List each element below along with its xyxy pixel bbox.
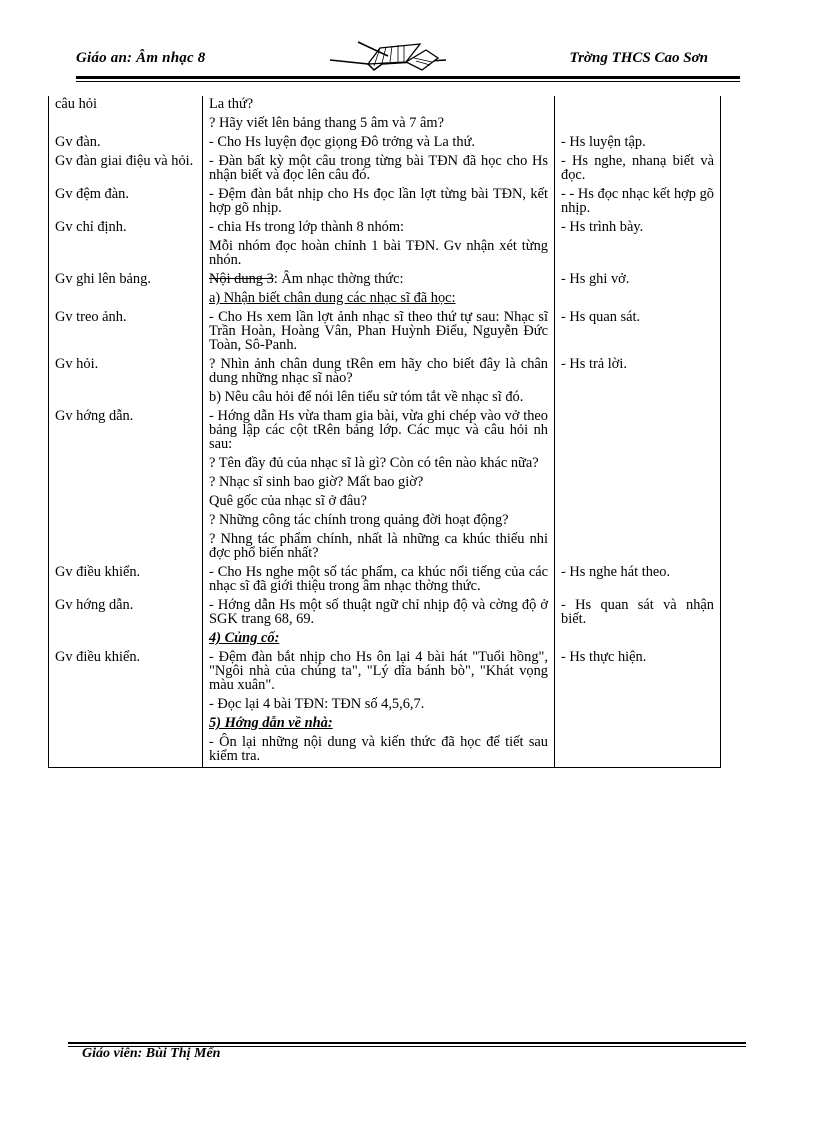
content-cell: - Cho Hs luyện đọc giọng Đô trởng và La thứ. <box>203 134 555 153</box>
student-cell <box>555 512 721 531</box>
table-row <box>49 474 721 493</box>
header-school: Trờng THCS Cao Sơn <box>569 50 708 66</box>
student-cell <box>555 408 721 455</box>
table-row <box>49 715 721 734</box>
teacher-cell <box>49 715 203 734</box>
teacher-cell: Gv điều khiển. <box>49 564 203 597</box>
header-rule <box>76 76 740 79</box>
table-row <box>49 115 721 134</box>
content-cell: - Đọc lại 4 bài TĐN: TĐN số 4,5,6,7. <box>203 696 555 715</box>
content-cell: Mỗi nhóm đọc hoàn chỉnh 1 bài TĐN. Gv nhận xét từng nhón. <box>203 238 555 271</box>
content-cell <box>203 271 555 290</box>
lesson-table-wrap <box>48 96 720 768</box>
table-row <box>49 649 721 696</box>
teacher-cell: Gv chỉ định. <box>49 219 203 238</box>
content-cell <box>203 630 555 649</box>
content-cell: - Hớng dẫn Hs một số thuật ngữ chỉ nhịp độ và cờng độ ở SGK trang 68, 69. <box>203 597 555 630</box>
table-row <box>49 219 721 238</box>
content-cell: ? Nhìn ảnh chân dung tRên em hãy cho biết đây là chân dung những nhạc sĩ nào? <box>203 356 555 389</box>
student-cell <box>555 96 721 115</box>
table-row <box>49 696 721 715</box>
table-row <box>49 389 721 408</box>
table-row <box>49 455 721 474</box>
table-row <box>49 630 721 649</box>
content-cell: - Ôn lại những nội dung và kiến thức đã học để tiết sau kiểm tra. <box>203 734 555 768</box>
content-cell: ? Tên đầy đủ của nhạc sĩ là gì? Còn có tên nào khác nữa? <box>203 455 555 474</box>
student-cell: - - Hs đọc nhạc kết hợp gõ nhịp. <box>555 186 721 219</box>
teacher-cell: Gv treo ảnh. <box>49 309 203 356</box>
student-cell: - Hs quan sát. <box>555 309 721 356</box>
content-cell: - chia Hs trong lớp thành 8 nhóm: <box>203 219 555 238</box>
table-row <box>49 271 721 290</box>
table-row <box>49 597 721 630</box>
content-cell: - Hớng dẫn Hs vừa tham gia bài, vừa ghi chép vào vở theo bảng lập các cột tRên bảng lớp. Các mục và câu hỏi nh sau: <box>203 408 555 455</box>
student-cell <box>555 696 721 715</box>
content-cell: ? Những công tác chính trong quảng đời hoạt động? <box>203 512 555 531</box>
table-row <box>49 96 721 115</box>
table-row <box>49 408 721 455</box>
content-cell: - Cho Hs xem lần lợt ảnh nhạc sĩ theo thứ tự sau: Nhạc sĩ Trần Hoàn, Hoàng Vân, Phan Huỳnh Điểu, Nguyễn Đức Toàn, Sô-Panh. <box>203 309 555 356</box>
content-cell: ? Nhạc sĩ sinh bao giờ? Mất bao giờ? <box>203 474 555 493</box>
student-cell <box>555 389 721 408</box>
student-cell: - Hs thực hiện. <box>555 649 721 696</box>
student-cell: - Hs trả lời. <box>555 356 721 389</box>
table-row <box>49 153 721 186</box>
table-row <box>49 356 721 389</box>
teacher-cell <box>49 630 203 649</box>
teacher-cell: câu hỏi <box>49 96 203 115</box>
header-subject: Giáo an: Âm nhạc 8 <box>76 50 206 66</box>
student-cell <box>555 531 721 564</box>
table-row <box>49 134 721 153</box>
table-row <box>49 186 721 219</box>
teacher-cell: Gv ghi lên bảng. <box>49 271 203 290</box>
teacher-cell <box>49 696 203 715</box>
teacher-cell <box>49 734 203 768</box>
student-cell <box>555 630 721 649</box>
content-cell: ? Hãy viết lên bảng thang 5 âm và 7 âm? <box>203 115 555 134</box>
content-cell <box>203 290 555 309</box>
content-cell: Quê gốc của nhạc sĩ ở đâu? <box>203 493 555 512</box>
section-heading: 4) Củng cố: <box>209 630 280 646</box>
table-row <box>49 309 721 356</box>
teacher-cell: Gv hớng dẫn. <box>49 597 203 630</box>
student-cell <box>555 290 721 309</box>
content-cell <box>203 715 555 734</box>
teacher-cell: Gv hỏi. <box>49 356 203 389</box>
lesson-table <box>48 96 721 768</box>
content-cell: ? Nhng tác phẩm chính, nhất là những ca khúc thiếu nhi đợc phổ biến nhất? <box>203 531 555 564</box>
table-row <box>49 290 721 309</box>
content-cell: - Cho Hs nghe một số tác phẩm, ca khúc nổi tiếng của các nhạc sĩ đã giới thiệu trong âm nhạc thờng thức. <box>203 564 555 597</box>
student-cell <box>555 115 721 134</box>
content-cell: - Đệm đàn bắt nhịp cho Hs đọc lần lợt từng bài TĐN, kết hợp gõ nhịp. <box>203 186 555 219</box>
footer-rule <box>68 1042 746 1044</box>
table-row <box>49 238 721 271</box>
teacher-cell <box>49 455 203 474</box>
header-rule-thin <box>76 81 740 82</box>
teacher-cell: Gv đàn giai điệu và hỏi. <box>49 153 203 186</box>
student-cell: - Hs trình bày. <box>555 219 721 238</box>
teacher-cell <box>49 531 203 564</box>
student-cell <box>555 715 721 734</box>
section-title: : Âm nhạc thờng thức: <box>273 271 404 287</box>
student-cell: - Hs nghe hát theo. <box>555 564 721 597</box>
student-cell <box>555 734 721 768</box>
content-cell: - Đệm đàn bắt nhịp cho Hs ôn lại 4 bài hát "Tuổi hồng", "Ngôi nhà của chúng ta", "Lý dĩa bánh bò", "Khát vọng màu xuân". <box>203 649 555 696</box>
student-cell <box>555 493 721 512</box>
teacher-cell <box>49 512 203 531</box>
section-heading: 5) Hớng dẫn về nhà: <box>209 715 333 731</box>
teacher-cell: Gv điều khiển. <box>49 649 203 696</box>
table-row <box>49 531 721 564</box>
footer-teacher: Giáo viên: Bùi Thị Mến <box>82 1046 221 1061</box>
teacher-cell <box>49 290 203 309</box>
teacher-cell <box>49 238 203 271</box>
student-cell: - Hs quan sát và nhận biết. <box>555 597 721 630</box>
student-cell <box>555 474 721 493</box>
table-row <box>49 493 721 512</box>
student-cell: - Hs nghe, nhanạ biết và đọc. <box>555 153 721 186</box>
book-quill-icon <box>328 40 448 74</box>
teacher-cell <box>49 115 203 134</box>
teacher-cell <box>49 474 203 493</box>
table-row <box>49 512 721 531</box>
teacher-cell <box>49 389 203 408</box>
student-cell <box>555 238 721 271</box>
content-cell: - Đàn bất kỳ một câu trong từng bài TĐN đã học cho Hs nhận biết và đọc lên câu đó. <box>203 153 555 186</box>
content-cell: La thứ? <box>203 96 555 115</box>
teacher-cell: Gv đệm đàn. <box>49 186 203 219</box>
teacher-cell <box>49 493 203 512</box>
section-heading: Nội dung 3 <box>209 271 274 287</box>
table-row <box>49 564 721 597</box>
content-cell: b) Nêu câu hỏi để nói lên tiểu sử tóm tắt về nhạc sĩ đó. <box>203 389 555 408</box>
student-cell <box>555 455 721 474</box>
subsection-heading: a) Nhận biết chân dung các nhạc sĩ đã học: <box>209 290 456 306</box>
table-row <box>49 734 721 768</box>
student-cell: - Hs luyện tập. <box>555 134 721 153</box>
student-cell: - Hs ghi vở. <box>555 271 721 290</box>
teacher-cell: Gv đàn. <box>49 134 203 153</box>
teacher-cell: Gv hớng dẫn. <box>49 408 203 455</box>
